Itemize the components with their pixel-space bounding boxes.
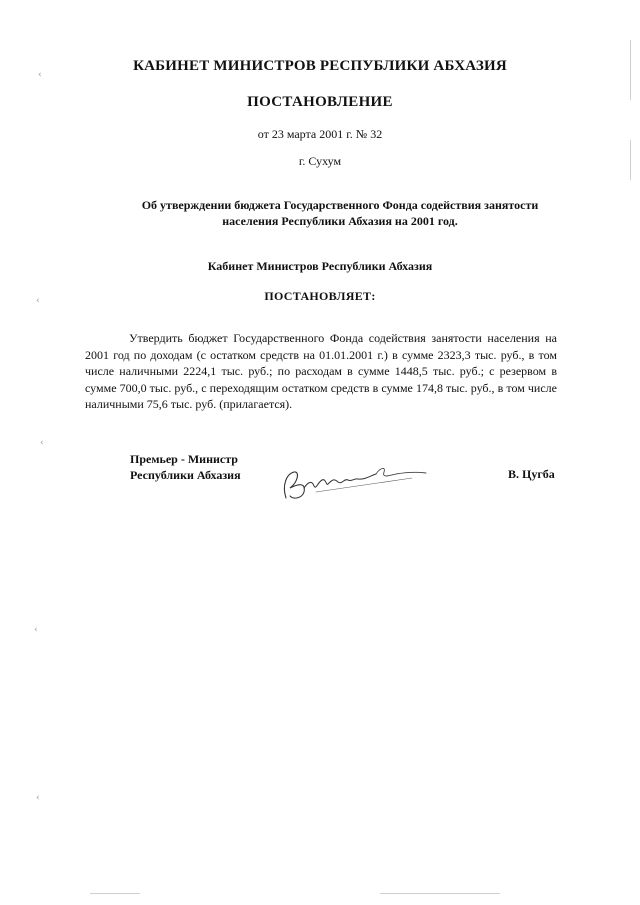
subject-line-1: Об утверждении бюджета Государственного Фонда содействия занятости xyxy=(141,198,539,212)
resolution-body-paragraph: Утвердить бюджет Государственного Фонда содействия занятости населения на 2001 год по доходам (с остатком средств на 01.01.2001 г.) в сумме 2323,3 тыс. руб., в том числе наличными 2224,1 тыс. руб.; по расходам в сумме 1448,5 тыс. руб.; с резервом в сумме 700,0 тыс. руб., с переходящим остатком средств в сумме 174,8 тыс. руб., в том числе наличными 75,6 тыс. руб. (прилагается). xyxy=(85,331,557,411)
signatory-title-line-1: Премьер - Министр xyxy=(130,452,238,466)
scan-edge-mark xyxy=(630,140,631,180)
scan-speck: ‹ xyxy=(34,625,38,635)
scan-speck: ‹ xyxy=(40,438,44,448)
scan-speck: ‹ xyxy=(36,296,40,306)
document-subject xyxy=(100,197,580,229)
signatory-title-line-2: Республики Абхазия xyxy=(130,468,241,482)
subject-line-2: населения Республики Абхазия на 2001 год. xyxy=(222,214,458,228)
city-line: г. Сухум xyxy=(298,154,342,168)
organization-heading: КАБИНЕТ МИНИСТРОВ РЕСПУБЛИКИ АБХАЗИЯ xyxy=(133,58,507,74)
date-number-line: от 23 марта 2001 г. № 32 xyxy=(257,127,383,141)
signatory-name: В. Цугба xyxy=(508,467,555,481)
issuer-line: Кабинет Министров Республики Абхазия xyxy=(207,259,433,273)
resolves-heading: ПОСТАНОВЛЯЕТ: xyxy=(264,289,376,303)
signatory-title xyxy=(130,451,241,483)
scan-edge-mark xyxy=(90,893,140,894)
scan-speck: ‹ xyxy=(36,793,40,803)
handwritten-signature xyxy=(272,458,432,504)
scan-edge-mark xyxy=(630,40,631,100)
scan-edge-mark xyxy=(380,893,500,894)
document-type-heading: ПОСТАНОВЛЕНИЕ xyxy=(247,94,393,110)
scan-speck: ‹ xyxy=(38,70,42,80)
